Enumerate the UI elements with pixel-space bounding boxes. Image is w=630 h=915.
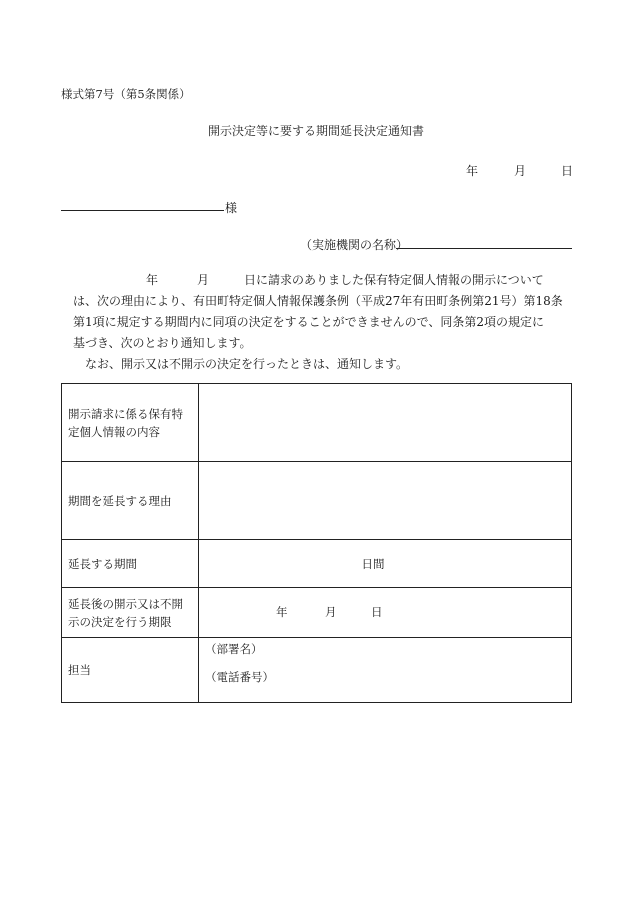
contact-label: 担当 [62,638,199,703]
content-label [62,384,199,462]
issuer-line [396,248,572,249]
body-line-4: 基づき、次のとおり通知します。 [73,336,252,350]
content-label-line-1: 開示請求に係る保有特 [68,406,183,421]
table-row [62,638,572,703]
addressee-suffix: 様 [225,201,238,215]
extension-table [61,383,572,703]
deadline-label-line-2: 示の決定を行う期限 [68,614,172,629]
period-value [199,540,572,588]
content-label-line-2: 定個人情報の内容 [68,424,160,439]
table-row [62,540,572,588]
body-line-5: なお、開示又は不開示の決定を行ったときは、通知します。 [85,357,409,371]
contact-phone: （電話番号） [205,670,274,684]
deadline-value [199,588,572,638]
period-days-unit: 日間 [361,556,385,571]
date-year-label: 年 [466,164,479,178]
body-line-3: 第1項に規定する期間内に同項の決定をすることができませんので、同条第2項の規定に [73,315,545,329]
table-row [62,462,572,540]
addressee-line [61,210,224,211]
reason-label: 期間を延長する理由 [62,462,199,540]
deadline-label [62,588,199,638]
deadline-month-label: 月 [325,604,337,619]
deadline-year-label: 年 [276,604,288,619]
period-label: 延長する期間 [62,540,199,588]
body-month-label: 月 [197,273,210,287]
contact-department: （部署名） [205,642,263,656]
document-title: 開示決定等に要する期間延長決定通知書 [208,124,425,138]
date-month-label: 月 [514,164,527,178]
reason-value [199,462,572,540]
deadline-label-line-1: 延長後の開示又は不開 [68,596,183,611]
table-row [62,384,572,462]
body-line-1: 日に請求のありました保有特定個人情報の開示について [244,273,544,287]
body-line-2: は、次の理由により、有田町特定個人情報保護条例（平成27年有田町条例第21号）第18条 [73,294,563,308]
date-day-label: 日 [561,164,574,178]
body-year-label: 年 [146,273,159,287]
table-row [62,588,572,638]
content-value [199,384,572,462]
contact-value [199,638,572,703]
deadline-day-label: 日 [371,604,383,619]
form-number: 様式第7号（第5条関係） [61,87,191,101]
issuer-label: （実施機関の名称） [300,238,409,252]
